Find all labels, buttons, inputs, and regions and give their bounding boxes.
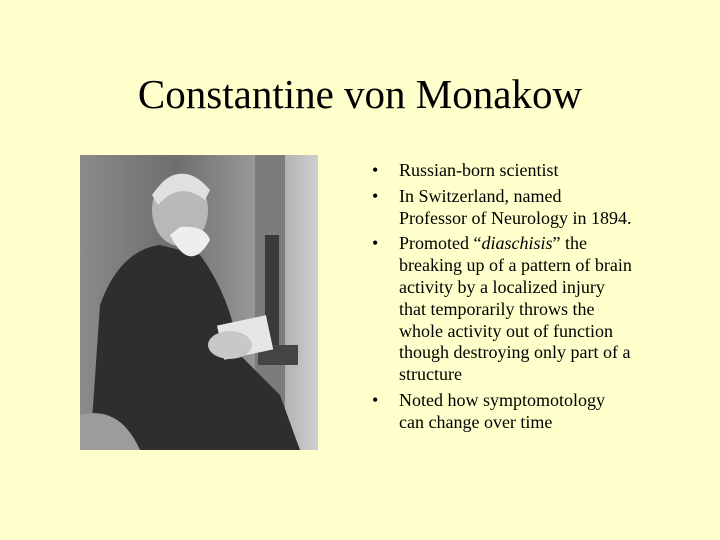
item-text: structure <box>399 364 462 385</box>
portrait-photo <box>80 155 318 450</box>
item-text: Russian-born scientist <box>399 160 559 180</box>
item-text <box>399 233 632 255</box>
item-text: breaking up of a pattern of brain <box>399 255 632 276</box>
item-text: activity by a localized injury <box>399 276 605 297</box>
bullet-icon: • <box>372 389 379 410</box>
item-text: In Switzerland, named <box>399 185 562 206</box>
item-text: that temporarily throws the <box>399 298 595 319</box>
bullet-icon: • <box>372 233 379 254</box>
item-text: can change over time <box>399 411 553 432</box>
item-text: Noted how symptomotology <box>399 389 605 410</box>
slide-title: Constantine von Monakow <box>137 71 583 117</box>
emphasized-term: diaschisis <box>481 233 553 254</box>
bullet-icon: • <box>372 185 379 206</box>
item-text: whole activity out of function <box>399 320 613 341</box>
list-item <box>372 160 632 182</box>
item-text: Professor of Neurology in 1894. <box>399 207 632 228</box>
item-text: though destroying only part of a <box>399 342 631 363</box>
bullet-icon: • <box>372 160 379 180</box>
text-segment: Promoted “ <box>399 233 482 254</box>
bullet-list <box>372 160 632 438</box>
text-segment: ” the <box>552 233 587 254</box>
list-item <box>372 390 632 434</box>
list-item <box>372 233 632 386</box>
portrait-image <box>80 155 318 450</box>
list-item <box>372 186 632 230</box>
